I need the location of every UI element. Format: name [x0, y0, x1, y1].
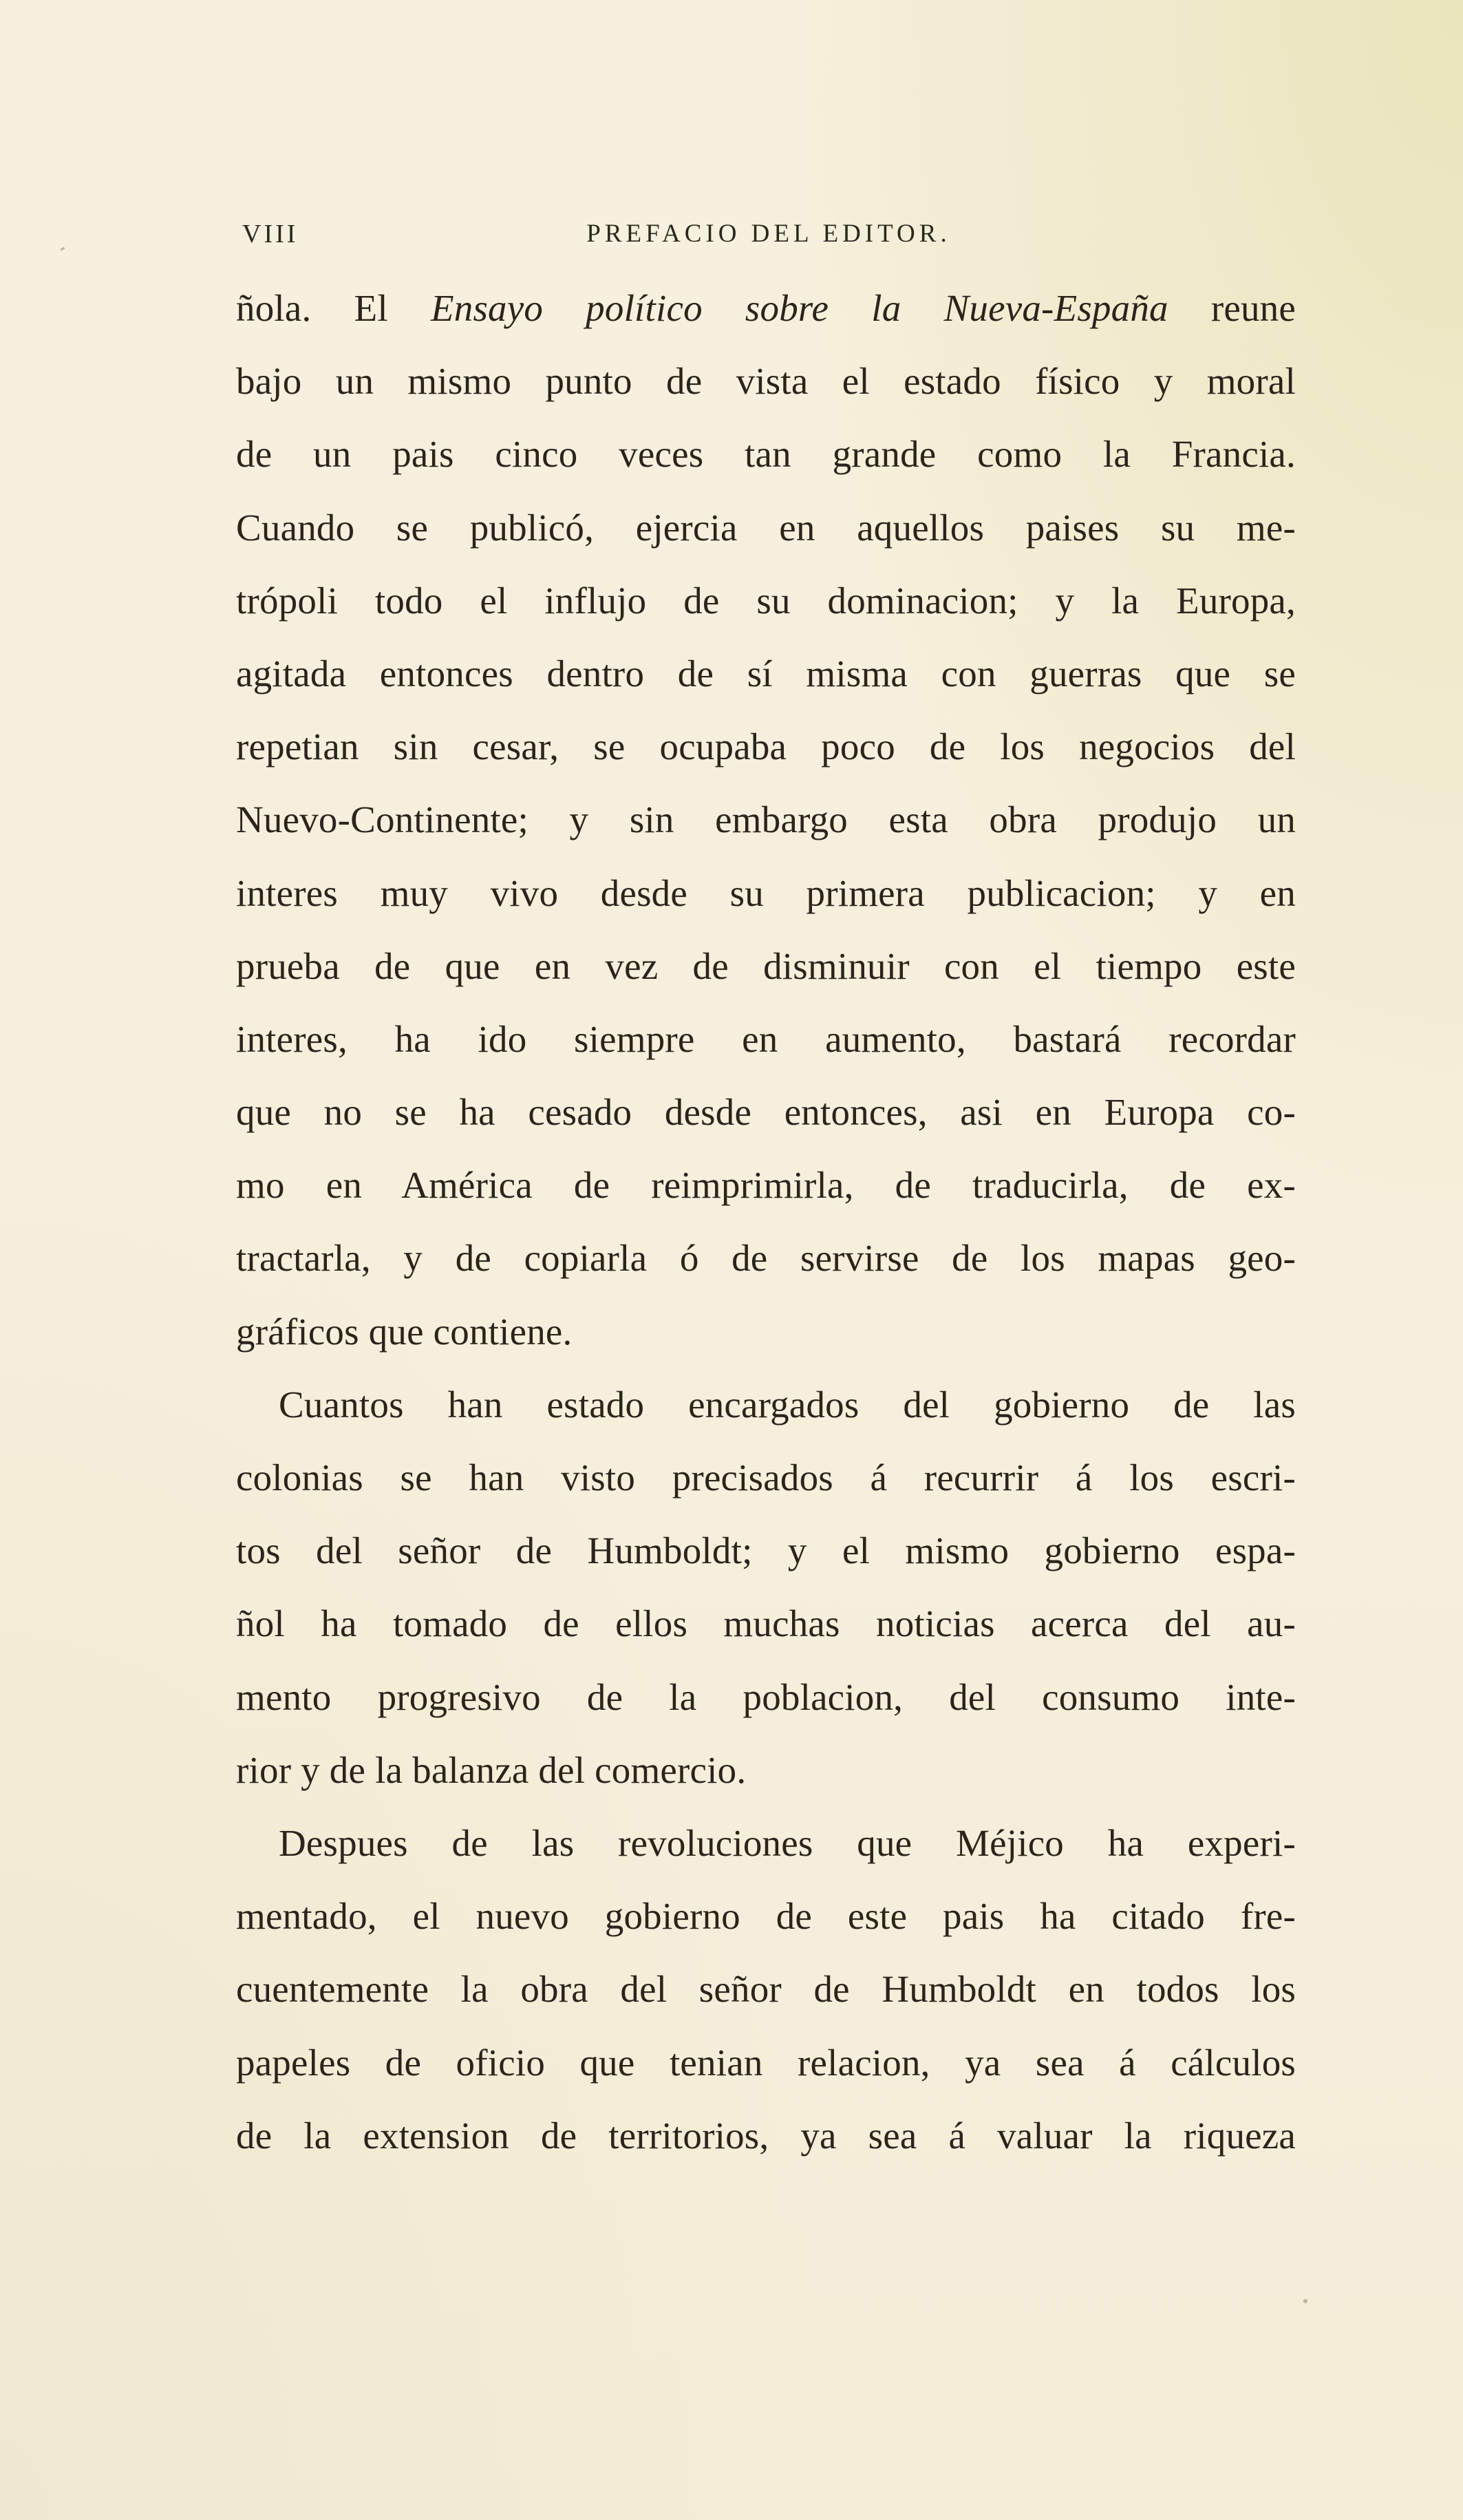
paragraph-3 — [236, 1807, 1296, 2172]
text-line: tos del señor de Humboldt; y el mismo gobierno espa- — [236, 1529, 1296, 1572]
text-line: ñol ha tomado de ellos muchas noticias acerca del au- — [236, 1602, 1296, 1645]
text-line: de la extension de territorios, ya sea á valuar la riqueza — [236, 2114, 1296, 2157]
text-line: mo en América de reimprimirla, de traducirla, de ex- — [236, 1164, 1296, 1207]
body-text — [236, 272, 1296, 2172]
text-line: gráficos que contiene. — [236, 1310, 573, 1353]
text-line: Despues de las revoluciones que Méjico ha experi- — [279, 1821, 1296, 1864]
text-line: rior y de la balanza del comercio. — [236, 1748, 747, 1791]
paragraph-1 — [236, 272, 1296, 1368]
text-line: ñola. El Ensayo político sobre la Nueva-España reune — [236, 287, 1296, 329]
text-line: de un pais cinco veces tan grande como la Francia. — [236, 433, 1296, 476]
text-line: Nuevo-Continente; y sin embargo esta obra produjo un — [236, 798, 1296, 841]
text-line: mento progresivo de la poblacion, del consumo inte- — [236, 1675, 1296, 1718]
text-line: prueba de que en vez de disminuir con el tiempo este — [236, 944, 1296, 987]
text-line: Cuantos han estado encargados del gobierno de las — [279, 1383, 1296, 1426]
text-line: repetian sin cesar, se ocupaba poco de los negocios del — [236, 726, 1296, 768]
text-line: interes, ha ido siempre en aumento, bastará recordar — [236, 1017, 1296, 1060]
book-title-italic: Ensayo político sobre la Nueva-España — [430, 287, 1168, 329]
text-line: bajo un mismo punto de vista el estado físico y moral — [236, 360, 1296, 403]
text-line: que no se ha cesado desde entonces, asi en Europa co- — [236, 1091, 1296, 1134]
text-line: papeles de oficio que tenian relacion, ya sea á cálculos — [236, 2041, 1296, 2084]
text-line: cuentemente la obra del señor de Humboldt en todos los — [236, 1968, 1296, 2011]
running-head — [242, 219, 1295, 253]
page-number: VIII — [242, 220, 299, 248]
text-line: tractarla, y de copiarla ó de servirse de los mapas geo- — [236, 1237, 1296, 1280]
text-line: interes muy vivo desde su primera publicacion; y en — [236, 871, 1296, 914]
paragraph-2 — [236, 1368, 1296, 1807]
paper-spot — [1303, 2299, 1307, 2303]
text-line: agitada entonces dentro de sí misma con guerras que se — [236, 652, 1296, 695]
text-line: trópoli todo el influjo de su dominacion; y la Europa, — [236, 579, 1296, 622]
paper-mark — [61, 247, 65, 251]
running-title: PREFACIO DEL EDITOR. — [586, 220, 951, 248]
text-line: colonias se han visto precisados á recurrir á los escri- — [236, 1457, 1296, 1499]
text-line: Cuando se publicó, ejercia en aquellos paises su me- — [236, 506, 1296, 549]
text-line: mentado, el nuevo gobierno de este pais ha citado fre- — [236, 1895, 1296, 1938]
